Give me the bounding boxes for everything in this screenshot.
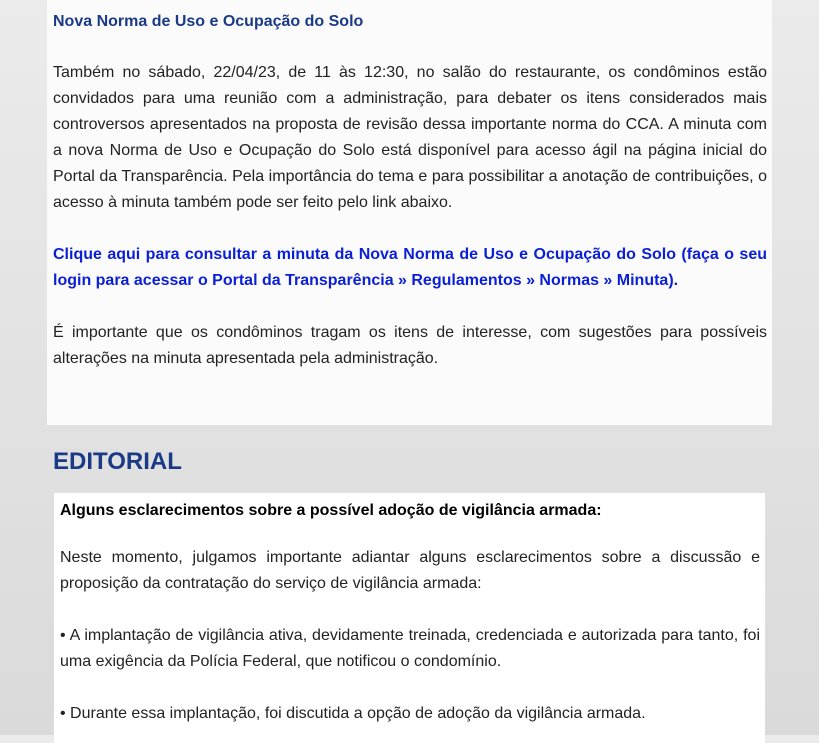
editorial-card [54, 493, 765, 743]
news-card [47, 0, 772, 425]
editorial-paragraph: Neste momento, julgamos importante adiantar alguns esclarecimentos sobre a discussão e proposição da contratação do serviço de vigilância armada: [60, 549, 760, 592]
editorial-bullet: • A implantação de vigilância ativa, devidamente treinada, credenciada e autorizada para tanto, foi uma exigência da Polícia Federal, que notificou o condomínio. [60, 627, 760, 670]
news-paragraph-closing: É importante que os condôminos tragam os itens de interesse, com sugestões para possíveis alterações na minuta apresentada pela administração. [53, 324, 767, 367]
section-title-editorial: EDITORIAL [53, 448, 182, 475]
news-heading: Nova Norma de Uso e Ocupação do Solo [53, 13, 364, 30]
editorial-heading: Alguns esclarecimentos sobre a possível adoção de vigilância armada: [60, 502, 602, 519]
editorial-bullet: • Durante essa implantação, foi discutida a opção de adoção da vigilância armada. [60, 705, 646, 722]
news-paragraph: Também no sábado, 22/04/23, de 11 às 12:30, no salão do restaurante, os condôminos estão convidados para uma reunião com a administração, para debater os itens considerados mais controversos apresentados na proposta de revisão dessa importante norma do CCA. A minuta com a nova Norma de Uso e Ocupação do Solo está disponível para acesso ágil na página inicial do Portal da Transparência. Pela importância do tema e para possibilitar a anotação de contribuições, o acesso à minuta também pode ser feito pelo link abaixo. [53, 64, 767, 211]
minuta-link[interactable]: Clique aqui para consultar a minuta da Nova Norma de Uso e Ocupação do Solo (faça o seu login para acessar o Portal da Transparência » Regulamentos » Normas » Minuta). [53, 246, 767, 289]
